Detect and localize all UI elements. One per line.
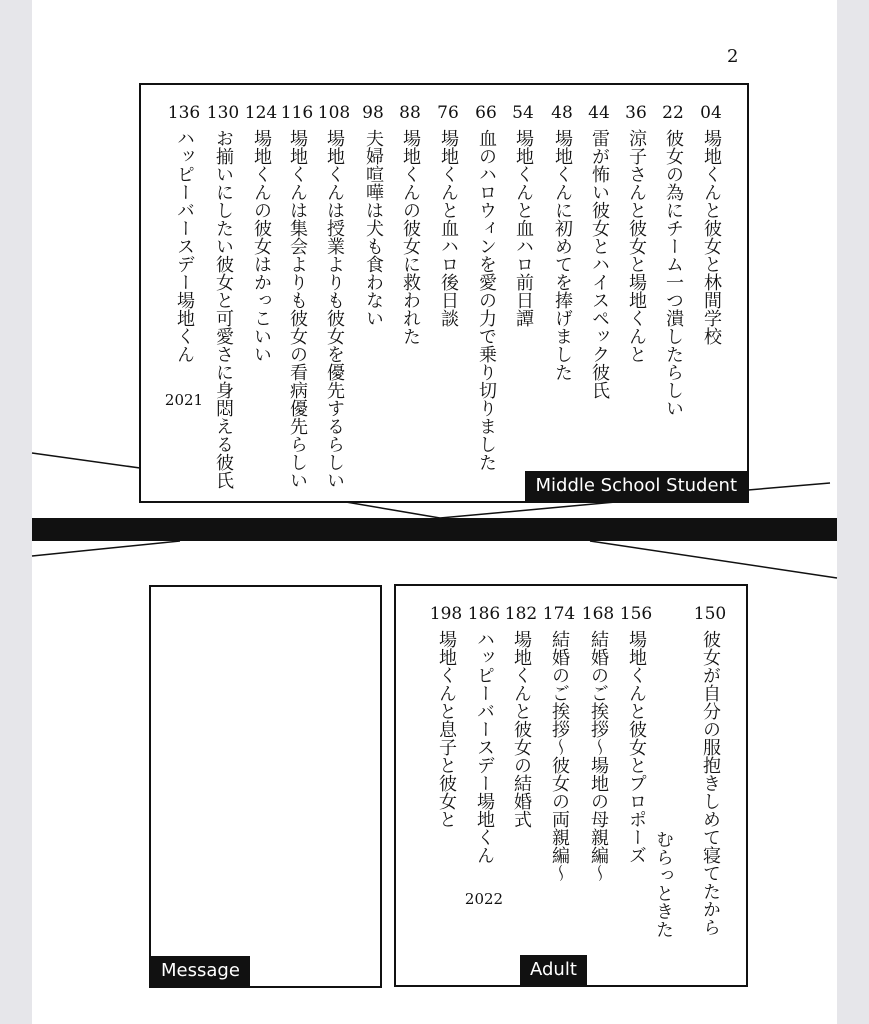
adult-entry <box>616 604 656 974</box>
ms-entry <box>691 103 731 493</box>
entry-title: 場地くんの彼女に救われた <box>400 129 421 345</box>
page-number-ref: 168 <box>581 604 615 624</box>
entry-title: 場地くんと彼女の結婚式 <box>511 630 532 828</box>
entry-title: ハッピーバースデー場地くん <box>474 630 495 864</box>
ms-entry <box>616 103 656 493</box>
page-number-ref: 48 <box>551 103 573 123</box>
entry-title: 場地くんと彼女とプロポーズ <box>626 630 647 864</box>
page-number-ref: 124 <box>244 103 278 123</box>
entry-title: 場地くんと彼女と林間学校 <box>701 129 722 345</box>
page-number-ref: 156 <box>619 604 653 624</box>
entry-title: 血のハロウィンを愛の力で乗り切りました <box>476 129 497 471</box>
entry-title: 彼女の為にチーム一つ潰したらしい <box>663 129 684 417</box>
page-number: 2 <box>727 46 739 67</box>
entry-title: 彼女が自分の服抱きしめて寝てたから <box>700 630 721 936</box>
entry-title: 場地くんは授業よりも彼女を優先するらしい <box>324 129 345 489</box>
ms-entry <box>466 103 506 493</box>
middle-school-label: Middle School Student <box>525 471 747 501</box>
ms-entry <box>353 103 393 493</box>
entry-title: 場地くんと血ハロ前日譚 <box>513 129 534 327</box>
page-number-ref: 04 <box>700 103 722 123</box>
page-number-ref: 76 <box>437 103 459 123</box>
entry-title: 結婚のご挨拶〜彼女の両親編〜 <box>549 630 570 882</box>
page-number-ref: 98 <box>362 103 384 123</box>
ms-entry <box>428 103 468 493</box>
ms-entry <box>653 103 693 493</box>
entry-title: 場地くんの彼女はかっこいい <box>251 129 272 363</box>
adult-entry <box>501 604 541 974</box>
adult-section <box>394 584 748 987</box>
black-band <box>32 518 837 541</box>
adult-entry <box>464 604 504 974</box>
adult-label: Adult <box>520 955 587 985</box>
ms-entry <box>277 103 317 493</box>
middle-school-section <box>139 83 749 503</box>
adult-entry <box>426 604 466 974</box>
entry-title: ハッピーバースデー場地くん <box>174 129 195 363</box>
ms-entry <box>579 103 619 493</box>
entry-title: 涼子さんと彼女と場地くんと <box>626 129 647 363</box>
page-number-ref: 66 <box>475 103 497 123</box>
page-number-ref: 182 <box>504 604 538 624</box>
ms-entry <box>542 103 582 493</box>
message-label: Message <box>151 956 250 986</box>
ms-entry <box>390 103 430 493</box>
page-number-ref: 54 <box>512 103 534 123</box>
page-number-ref: 88 <box>399 103 421 123</box>
page-number-ref: 108 <box>317 103 351 123</box>
page-number-ref: 174 <box>542 604 576 624</box>
page-number-ref: 136 <box>167 103 201 123</box>
entry-title: 場地くんは集会よりも彼女の看病優先らしい <box>287 129 308 489</box>
page-number-ref: 150 <box>693 604 727 624</box>
entry-title: 場地くんに初めてを捧げました <box>552 129 573 381</box>
page-number-ref: 36 <box>625 103 647 123</box>
adult-entry <box>578 604 618 974</box>
ms-entry <box>503 103 543 493</box>
page-number-ref: 198 <box>429 604 463 624</box>
entry-title: 夫婦喧嘩は犬も食わない <box>363 129 384 327</box>
page-number-ref: 22 <box>662 103 684 123</box>
entry-subtitle: むらっときた <box>653 830 674 938</box>
entry-title: 場地くんと血ハロ後日談 <box>438 129 459 327</box>
ms-entry <box>241 103 281 493</box>
page-number-ref: 44 <box>588 103 610 123</box>
ms-entry <box>164 103 204 493</box>
ms-entry <box>203 103 243 493</box>
entry-title: お揃いにしたい彼女と可愛さに身悶える彼氏 <box>213 129 234 489</box>
entry-title: 場地くんと息子と彼女と <box>436 630 457 828</box>
entry-title: 雷が怖い彼女とハイスペック彼氏 <box>589 129 610 399</box>
adult-entry <box>539 604 579 974</box>
entry-year: 2021 <box>164 391 204 409</box>
page-number-ref: 130 <box>206 103 240 123</box>
ms-entry <box>314 103 354 493</box>
page-number-ref: 186 <box>467 604 501 624</box>
adult-entry <box>653 604 730 974</box>
entry-title: 結婚のご挨拶〜場地の母親編〜 <box>588 630 609 882</box>
message-section <box>149 585 382 988</box>
entry-year: 2022 <box>464 890 504 908</box>
page-number-ref: 116 <box>280 103 314 123</box>
